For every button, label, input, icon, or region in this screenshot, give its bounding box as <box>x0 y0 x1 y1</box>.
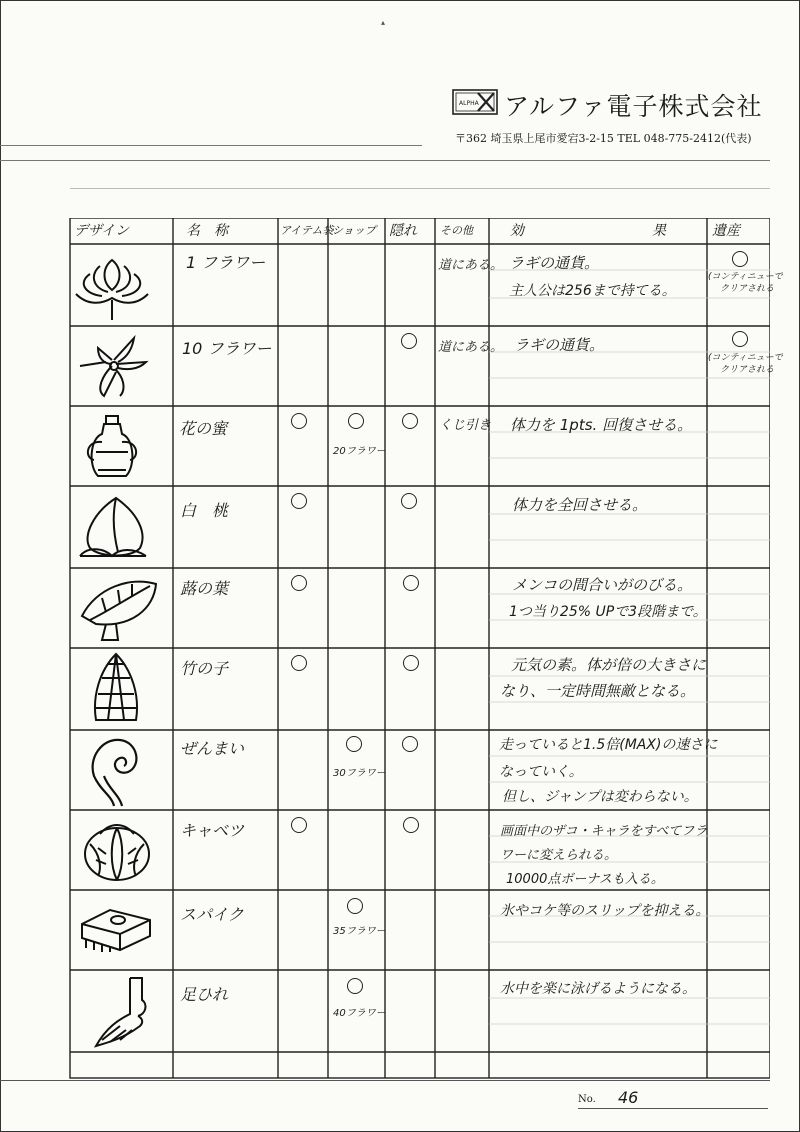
row5-effect-line1: メンコの間合いがのびる。 <box>512 576 693 594</box>
row2-name: 10 フラワー <box>182 339 272 358</box>
divider-full <box>0 160 770 161</box>
row2-hidden-mark <box>401 333 417 349</box>
row5-name: 蕗の葉 <box>180 579 229 598</box>
header-shop: ショップ <box>332 224 376 237</box>
row10-effect-line1: 水中を楽に泳げるようになる。 <box>500 981 696 997</box>
punch-mark: ▴ <box>381 18 386 27</box>
honey-jar-icon <box>82 412 142 484</box>
row7-effect-line3: 但し、ジャンプは変わらない。 <box>502 789 698 805</box>
page-no-value: 46 <box>618 1088 639 1107</box>
row1-effect-line1: ラギの通貨。 <box>509 254 600 272</box>
row8-effect-line2: ワーに変えられる。 <box>500 848 618 863</box>
row2-effect-line1: ラギの通貨。 <box>514 336 605 354</box>
row1-effect-line2: 主人公は256まで持てる。 <box>509 283 676 299</box>
cabbage-icon <box>80 814 154 886</box>
row2-legacy-mark <box>732 331 748 347</box>
flipper-icon <box>90 974 154 1052</box>
row7-effect-line1: 走っていると1.5倍(MAX)の速さに <box>499 737 718 753</box>
row9-name: スパイク <box>180 905 244 924</box>
company-address: 〒362 埼玉県上尾市愛宕3-2-15 TEL 048-775-2412(代表) <box>455 132 752 145</box>
bottom-divider <box>0 1080 770 1081</box>
row7-shop-price: 30フラワー <box>333 768 386 779</box>
page-no-label: No. <box>578 1094 596 1105</box>
row8-effect-line3: 10000点ボーナスも入る。 <box>506 872 664 887</box>
row9-effect-line1: 氷やコケ等のスリップを抑える。 <box>500 903 710 919</box>
row1-other: 道にある。 <box>438 258 504 273</box>
company-name: アルファ電子株式会社 <box>504 92 763 121</box>
row7-effect-line2: なっていく。 <box>499 764 583 780</box>
row10-name: 足ひれ <box>180 985 229 1004</box>
row8-itembag-mark <box>291 817 307 833</box>
row1-legacy-note-1: (コンティニューで <box>708 272 783 282</box>
spike-shoe-icon <box>76 904 156 954</box>
table-grid-lines <box>62 218 770 1080</box>
row3-itembag-mark <box>291 413 307 429</box>
row3-shop-mark <box>348 413 364 429</box>
row6-name: 竹の子 <box>180 659 229 678</box>
fern-spiral-icon <box>86 732 146 808</box>
row2-legacy-note-1: (コンティニューで <box>708 353 783 363</box>
guide-line <box>70 188 770 189</box>
row6-effect-line1: 元気の素。体が倍の大きさに <box>511 656 707 674</box>
row3-hidden-mark <box>402 413 418 429</box>
row6-effect-line2: なり、一定時間無敵となる。 <box>500 682 696 700</box>
row9-shop-price: 35フラワー <box>333 926 386 937</box>
row3-name: 花の蜜 <box>179 419 228 438</box>
row4-name: 白 桃 <box>180 501 229 520</box>
row5-itembag-mark <box>291 575 307 591</box>
row7-shop-mark <box>346 736 362 752</box>
alpha-logo-icon <box>452 89 498 115</box>
row10-shop-mark <box>347 978 363 994</box>
lotus-flower-icon <box>72 250 152 322</box>
leaf-icon <box>76 572 160 646</box>
page-number <box>578 1088 768 1112</box>
header-other: その他 <box>440 224 473 237</box>
row8-hidden-mark <box>403 817 419 833</box>
header-effect-2: 果 <box>652 223 666 239</box>
svg-text:ALPHA: ALPHA <box>459 100 479 107</box>
header-design: デザイン <box>74 223 130 239</box>
row3-effect-line1: 体力を 1pts. 回復させる。 <box>510 416 693 434</box>
row6-hidden-mark <box>403 655 419 671</box>
row4-itembag-mark <box>291 493 307 509</box>
white-peach-icon <box>76 492 152 566</box>
row2-legacy-note-2: クリアされる <box>720 365 775 375</box>
row5-effect-line2: 1つ当り25% UPで3段階まで。 <box>509 604 707 620</box>
row1-legacy-mark <box>732 251 748 267</box>
row3-other: くじ引き <box>439 418 492 433</box>
row5-hidden-mark <box>403 575 419 591</box>
divider-left <box>0 145 422 146</box>
row10-shop-price: 40フラワー <box>333 1008 386 1019</box>
row9-shop-mark <box>347 898 363 914</box>
bamboo-shoot-icon <box>88 650 144 726</box>
header-item-bag: アイテム袋 <box>280 224 334 237</box>
row1-legacy-note-2: クリアされる <box>720 284 775 294</box>
row4-effect-line1: 体力を全回させる。 <box>512 496 648 514</box>
header-name: 名 称 <box>186 223 228 239</box>
header-legacy: 遺産 <box>712 223 740 239</box>
row4-hidden-mark <box>401 493 417 509</box>
header-hidden: 隠れ <box>389 223 417 239</box>
row3-shop-price: 20フラワー <box>333 446 386 457</box>
lily-flower-icon <box>76 330 150 402</box>
row8-effect-line1: 画面中のザコ・キャラをすべてフラ <box>500 824 708 839</box>
row6-itembag-mark <box>291 655 307 671</box>
row2-other: 道にある。 <box>438 340 504 355</box>
item-table <box>62 218 783 1080</box>
row7-hidden-mark <box>402 736 418 752</box>
row1-name: 1 フラワー <box>186 253 266 272</box>
page-no-underline <box>578 1108 768 1109</box>
row7-name: ぜんまい <box>180 739 245 758</box>
company-header <box>452 86 772 122</box>
row8-name: キャベツ <box>180 821 245 840</box>
header-effect-1: 効 <box>510 223 524 239</box>
